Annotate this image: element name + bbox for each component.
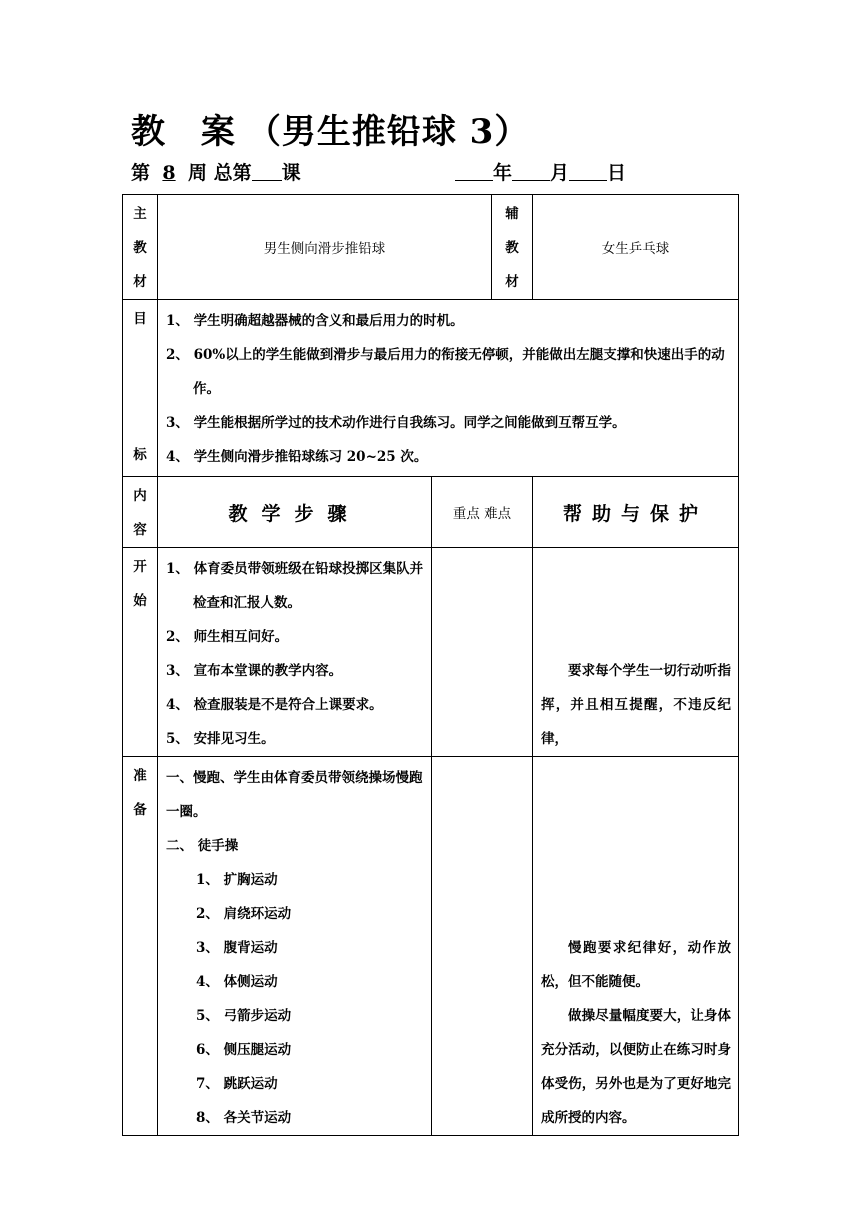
start-key-points <box>432 548 533 757</box>
exercise-title: 二、 徒手操 <box>166 838 239 854</box>
title-sub: （男生推铅球 3） <box>246 112 530 152</box>
objectives-row <box>123 300 739 477</box>
exercise-item: 7、 跳跃运动 <box>196 1076 278 1092</box>
step-item: 1、 体育委员带领班级在铅球投掷区集队并检查和汇报人数。 <box>166 561 424 611</box>
week-suffix: 周 <box>188 162 208 184</box>
start-label: 开 始 <box>123 548 158 757</box>
year-label: 年 <box>493 162 513 184</box>
objective-item: 1、 学生明确超越器械的含义和最后用力的时机。 <box>166 313 464 329</box>
exercise-item: 3、 腹背运动 <box>196 940 278 956</box>
step-item: 5、 安排见习生。 <box>166 731 275 747</box>
objective-item: 2、 60%以上的学生能做到滑步与最后用力的衔接无停顿，并能做出左腿支撑和快速出手的动作。 <box>166 347 725 397</box>
step-item: 2、 师生相互问好。 <box>166 629 289 645</box>
prepare-help-note: 慢跑要求纪律好，动作放松，但不能随便。 做操尽量幅度要大，让身体充分活动，以便防止在练习时身体受伤，另外也是为了更好地完成所授的内容。 <box>533 757 739 1136</box>
prepare-steps <box>158 757 432 1136</box>
main-material-label: 主 教 材 <box>123 195 158 300</box>
materials-row <box>123 195 739 300</box>
exercise-item: 4、 体侧运动 <box>196 974 278 990</box>
lesson-plan-table <box>122 194 739 1136</box>
exercise-item: 6、 侧压腿运动 <box>196 1042 292 1058</box>
page-title <box>131 104 529 153</box>
aux-material-value: 女生乒乓球 <box>533 195 739 300</box>
year-blank <box>455 162 493 181</box>
aux-material-label: 辅 教 材 <box>492 195 533 300</box>
start-help-note: 要求每个学生一切行动听指挥，并且相互提醒，不违反纪律， <box>533 548 739 757</box>
objective-item: 3、 学生能根据所学过的技术动作进行自我练习。同学之间能做到互帮互学。 <box>166 415 626 431</box>
prepare-row <box>123 757 739 1136</box>
week-prefix: 第 <box>131 162 151 184</box>
start-steps <box>158 548 432 757</box>
help-header: 帮助与保护 <box>533 477 739 548</box>
exercise-item: 2、 肩绕环运动 <box>196 906 292 922</box>
exercise-item: 5、 弓箭步运动 <box>196 1008 292 1024</box>
day-label: 日 <box>607 162 627 184</box>
total-suffix: 课 <box>281 162 301 184</box>
main-material-value: 男生侧向滑步推铅球 <box>158 195 492 300</box>
objective-item: 4、 学生侧向滑步推铅球练习 20~25 次。 <box>166 449 428 465</box>
run-item: 一、慢跑、学生由体育委员带领绕操场慢跑一圈。 <box>166 770 423 820</box>
prepare-key-points <box>432 757 533 1136</box>
exercise-item: 8、 各关节运动 <box>196 1110 292 1126</box>
content-label: 内 容 <box>123 477 158 548</box>
total-blank <box>252 162 282 181</box>
title-main: 教 案 <box>131 112 247 152</box>
header-row <box>123 477 739 548</box>
date-line <box>455 158 626 185</box>
key-points-header: 重点 难点 <box>432 477 533 548</box>
step-item: 3、 宣布本堂课的教学内容。 <box>166 663 343 679</box>
week-number: 8 <box>162 162 176 184</box>
start-row <box>123 548 739 757</box>
month-label: 月 <box>550 162 570 184</box>
total-prefix: 总第 <box>213 162 252 184</box>
month-blank <box>512 162 550 181</box>
step-item: 4、 检查服装是不是符合上课要求。 <box>166 697 383 713</box>
day-blank <box>569 162 607 181</box>
steps-header: 教学步骤 <box>158 477 432 548</box>
prepare-label: 准 备 <box>123 757 158 1136</box>
objectives-label: 目 标 <box>123 300 158 477</box>
objectives-list <box>158 300 739 477</box>
exercise-item: 1、 扩胸运动 <box>196 872 278 888</box>
week-line <box>131 158 301 185</box>
